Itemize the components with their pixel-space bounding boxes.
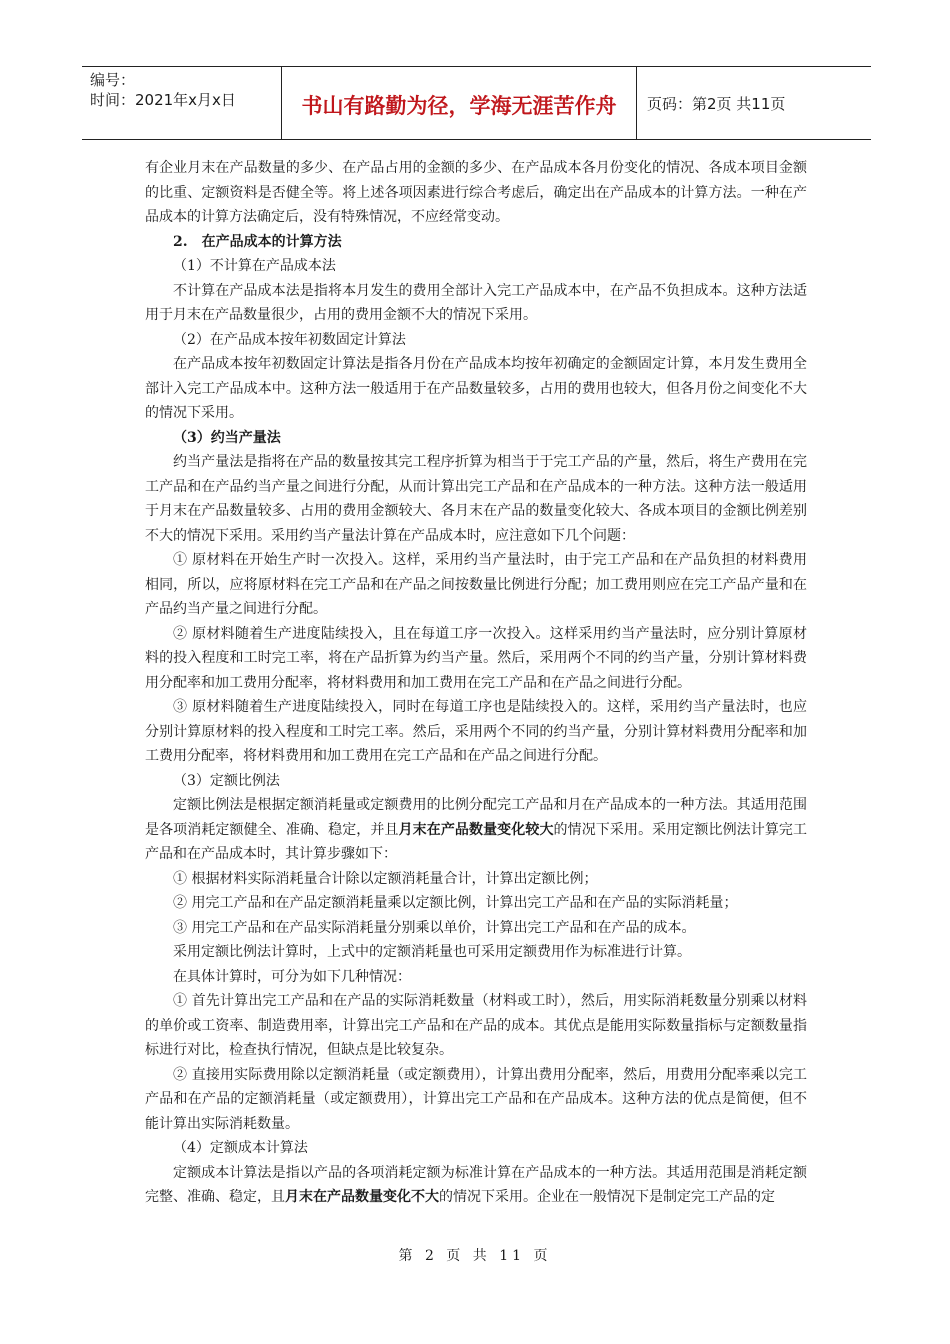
list-item: ① 根据材料实际消耗量合计除以定额消耗量合计，计算出定额比例； bbox=[173, 870, 598, 887]
subsection-heading: （3）定额比例法 bbox=[173, 772, 280, 789]
subsection-heading: （1）不计算在产品成本法 bbox=[173, 258, 336, 274]
subsection-heading: （2）在产品成本按年初数固定计算法 bbox=[173, 331, 406, 348]
paragraph: 在产品成本按年初数固定计算法是指各月份在产品成本均按年初确定的金额固定计算，本月发生费用全部计入完工产品成本中。这种方法一般适用于在产品数量较多，占用的费用也较大，但各月份之间变化不大的情况下采用。 bbox=[145, 356, 807, 421]
document-body bbox=[145, 156, 807, 1210]
paragraph: 在具体计算时，可分为如下几种情况： bbox=[173, 968, 411, 985]
list-item: ② 原材料随着生产进度陆续投入，且在每道工序一次投入。这样采用约当产量法时，应分别计算原材料的投入程度和工时完工率，将在产品折算为约当产量。然后，采用两个不同的约当产量，分别计算材料费用分配率和加工费用分配率，将材料费用和加工费用在完工产品和在产品之间进行分配。 bbox=[145, 625, 807, 691]
document-date: 时间：2021年x月x日 bbox=[90, 91, 236, 109]
list-item: ① 首先计算出完工产品和在产品的实际消耗数量（材料或工时），然后，用实际消耗数量分别乘以材料的单价或工资率、制造费用率，计算出完工产品和在产品的成本。其优点是能用实际数量指标与定额数量指标进行对比，检查执行情况，但缺点是比较复杂。 bbox=[145, 993, 807, 1058]
list-item: ② 直接用实际费用除以定额消耗量（或定额费用），计算出费用分配率，然后，用费用分配率乘以完工产品和在产品的定额消耗量（或定额费用），计算出完工产品和在产品成本。这种方法的优点是简便，但不能计算出实际消耗数量。 bbox=[145, 1066, 807, 1132]
header-page-info: 页码：第2页 共11页 bbox=[647, 94, 786, 113]
paragraph: 约当产量法是指将在产品的数量按其完工程序折算为相当于于完工产品的产量，然后，将生产费用在完工产品和在产品约当产量之间进行分配，从而计算出完工产品和在产品成本的一种方法。这种方法一般适用于月末在产品数量较多、占用的费用金额较大、各月末在产品的数量变化较大、各成本项目的金额比例差别不大的情况下采用。采用约当产量法计算在产品成本时，应注意如下几个问题： bbox=[145, 454, 807, 544]
page-footer: 第 2 页 共 11 页 bbox=[398, 1248, 552, 1264]
list-item: ② 用完工产品和在产品定额消耗量乘以定额比例，计算出完工产品和在产品的实际消耗量； bbox=[173, 895, 738, 911]
emphasis-text: 月末在产品数量变化不大 bbox=[285, 1189, 439, 1205]
emphasis-text: 月末在产品数量变化较大 bbox=[398, 821, 554, 838]
paragraph: 有企业月末在产品数量的多少、在产品占用的金额的多少、在产品成本各月份变化的情况、各成本项目金额的比重、定额资料是否健全等。将上述各项因素进行综合考虑后，确定出在产品成本的计算方法。一种在产品成本的计算方法确定后，没有特殊情况，不应经常变动。 bbox=[145, 160, 807, 225]
text-run: 的情况下采用。采用定额比例法计算完工产品和在产品成本时，其计算步骤如下： bbox=[145, 821, 808, 862]
document-number-label: 编号： bbox=[90, 71, 136, 89]
text-run: 定额成本计算法是指以产品的各项消耗定额为标准计算在产品成本的一种方法。其适用范围是消耗定额完整、准确、稳定，且 bbox=[145, 1164, 807, 1205]
header-meta bbox=[82, 67, 282, 139]
text-run: 的情况下采用。企业在一般情况下是制定完工产品的定 bbox=[439, 1189, 775, 1205]
list-item: ① 原材料在开始生产时一次投入。这样，采用约当产量法时，由于完工产品和在产品负担的材料费用相同，所以，应将原材料在完工产品和在产品之间按数量比例进行分配；加工费用则应在完工产品产量和在产品约当产量之间进行分配。 bbox=[145, 552, 807, 617]
page-header bbox=[82, 66, 871, 140]
paragraph bbox=[145, 793, 807, 867]
subsection-heading: （3）约当产量法 bbox=[173, 429, 281, 446]
header-motto: 书山有路勤为径，学海无涯苦作舟 bbox=[282, 67, 637, 139]
list-item: ③ 原材料随着生产进度陆续投入，同时在每道工序也是陆续投入的。这样，采用约当产量法时，也应分别计算原材料的投入程度和工时完工率。然后，采用两个不同的约当产量，分别计算材料费用分配率和加工费用分配率，将材料费用和加工费用在完工产品和在产品之间进行分配。 bbox=[145, 699, 807, 764]
section-heading: 2. 在产品成本的计算方法 bbox=[173, 233, 342, 250]
paragraph: 采用定额比例法计算时，上式中的定额消耗量也可采用定额费用作为标准进行计算。 bbox=[173, 944, 691, 960]
paragraph bbox=[145, 1161, 807, 1210]
list-item: ③ 用完工产品和在产品实际消耗量分别乘以单价，计算出完工产品和在产品的成本。 bbox=[173, 919, 696, 936]
text-run: 定额比例法是根据定额消耗量或定额费用的比例分配完工产品和月在产品成本的一种方法。其适用范围是各项消耗定额健全、准确、稳定，并且 bbox=[145, 797, 807, 838]
paragraph: 不计算在产品成本法是指将本月发生的费用全部计入完工产品成本中，在产品不负担成本。这种方法适用于月末在产品数量很少，占用的费用金额不大的情况下采用。 bbox=[145, 282, 807, 323]
subsection-heading: （4）定额成本计算法 bbox=[173, 1140, 308, 1156]
